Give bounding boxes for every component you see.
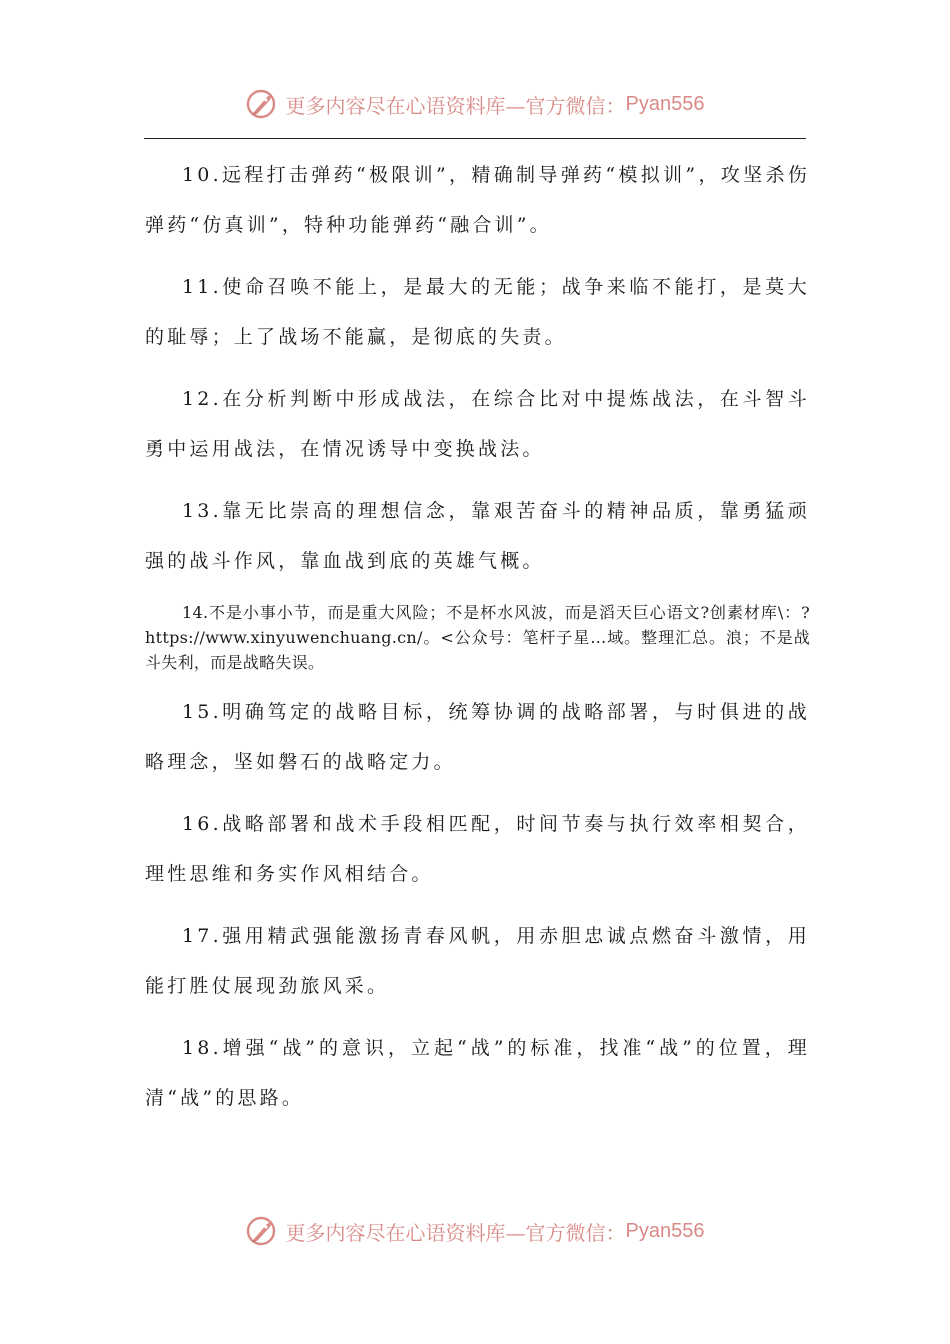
paragraph-11: 11.使命召唤不能上，是最大的无能；战争来临不能打，是莫大的耻辱；上了战场不能赢，是彻底的失责。 (145, 276, 810, 348)
paragraph-18: 18.增强“战”的意识，立起“战”的标准，找准“战”的位置，理清“战”的思路。 (145, 1037, 810, 1109)
header-banner-handle: Pyan556 (625, 92, 705, 115)
paragraph-13: 13.靠无比崇高的理想信念，靠艰苦奋斗的精神品质，靠勇猛顽强的战斗作风，靠血战到底的英雄气概。 (145, 500, 810, 572)
document-body (145, 150, 810, 1135)
footer-banner-handle: Pyan556 (625, 1219, 705, 1242)
footer-banner-text: 更多内容尽在心语资料库—官方微信： (285, 1220, 626, 1245)
header-divider (144, 138, 806, 139)
paragraph-12: 12.在分析判断中形成战法，在综合比对中提炼战法，在斗智斗勇中运用战法，在情况诱导中变换战法。 (145, 388, 810, 460)
footer-banner (0, 1209, 950, 1253)
paragraph-14: 14.不是小事小节，而是重大风险；不是杯水风波，而是滔天巨心语文?创素材库\：?https://www.xinyuwenchuang.cn/。<公众号：笔杆子星…域。整理汇总。浪；不是战斗失利，而是战略失误。 (145, 603, 810, 672)
pen-logo-icon (246, 1214, 280, 1248)
paragraph-15: 15.明确笃定的战略目标，统筹协调的战略部署，与时俱进的战略理念，坚如磐石的战略定力。 (145, 701, 810, 773)
header-banner (0, 82, 950, 126)
pen-logo-icon (246, 87, 280, 121)
paragraph-10: 10.远程打击弹药“极限训”，精确制导弹药“模拟训”，攻坚杀伤弹药“仿真训”，特种功能弹药“融合训”。 (145, 164, 810, 236)
header-banner-text: 更多内容尽在心语资料库—官方微信： (285, 93, 626, 118)
paragraph-16: 16.战略部署和战术手段相匹配，时间节奏与执行效率相契合，理性思维和务实作风相结合。 (145, 813, 810, 885)
paragraph-17: 17.强用精武强能激扬青春风帆，用赤胆忠诚点燃奋斗激情，用能打胜仗展现劲旅风采。 (145, 925, 810, 997)
